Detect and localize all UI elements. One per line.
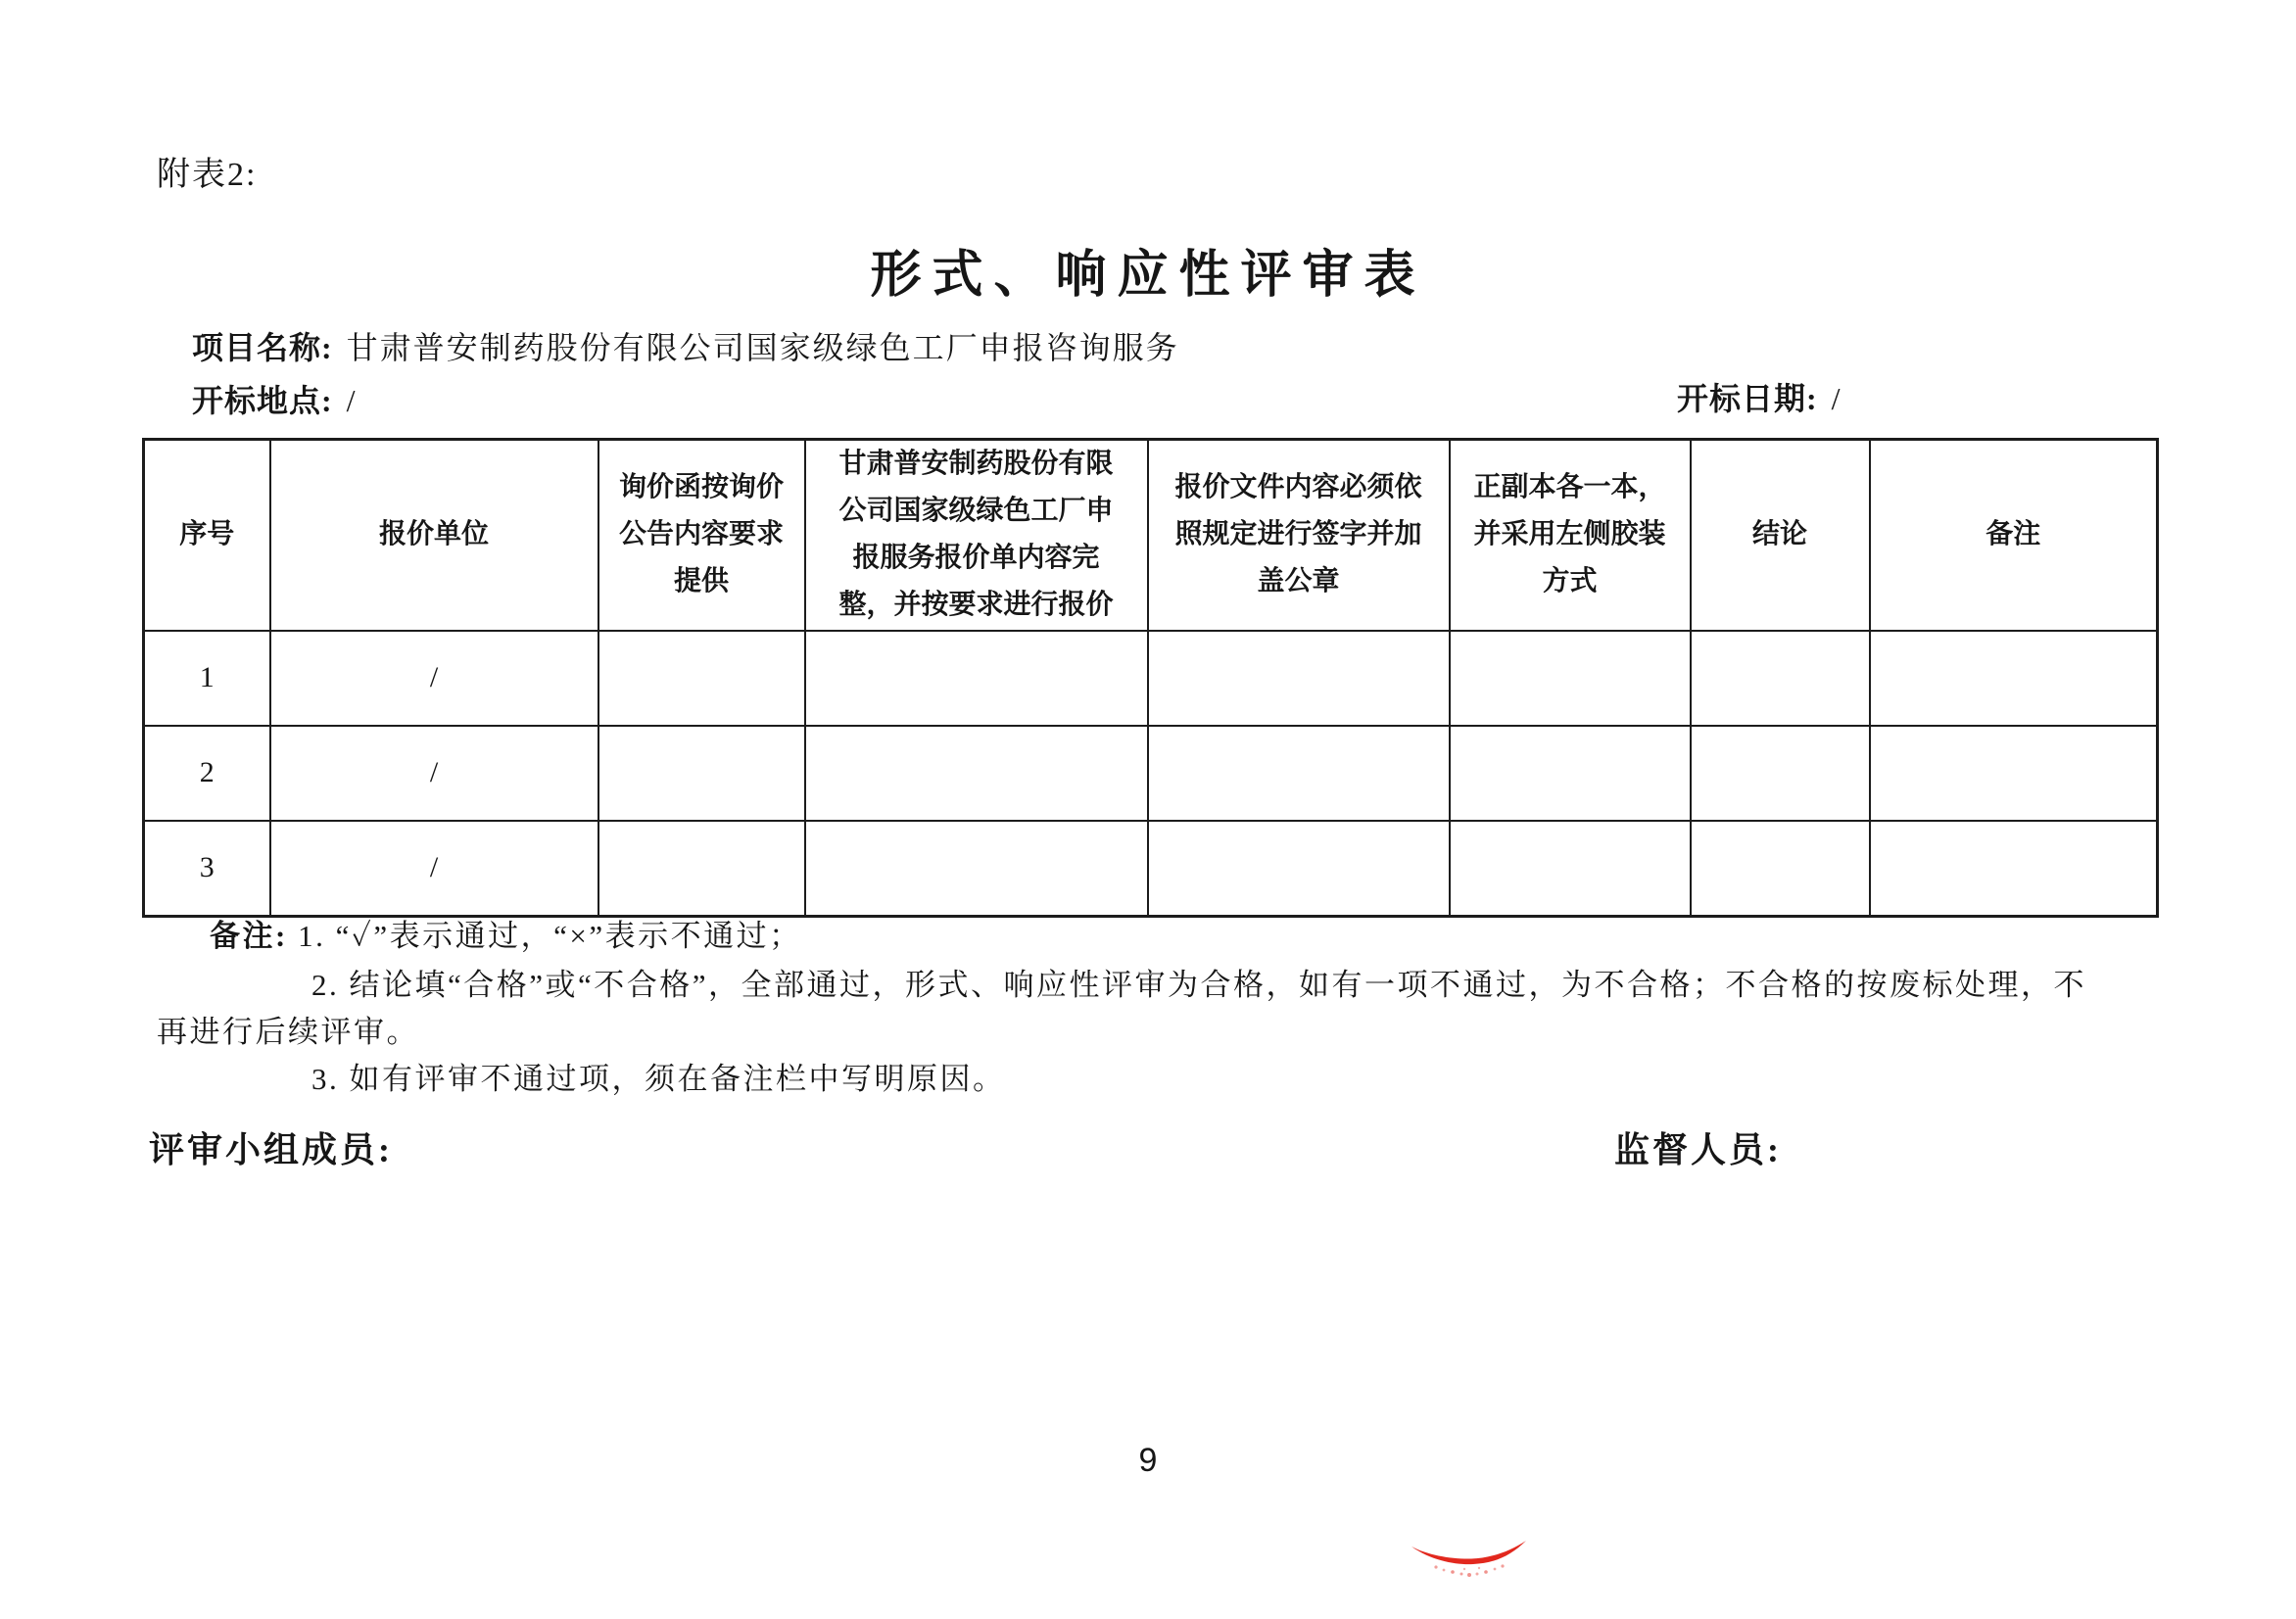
header-signature-seal: 报价文件内容必须依照规定进行签字并加盖公章 <box>1148 440 1450 631</box>
cell-empty <box>1870 726 2158 821</box>
project-name-label: 项目名称: <box>192 330 333 365</box>
header-quote-unit: 报价单位 <box>270 440 598 631</box>
cell-empty <box>1148 821 1450 917</box>
header-binding: 正副本各一本，并采用左侧胶装方式 <box>1450 440 1691 631</box>
project-name-value: 甘肃普安制药股份有限公司国家级绿色工厂申报咨询服务 <box>346 330 1179 365</box>
note-line-3: 3. 如有评审不通过项，须在备注栏中写明原因。 <box>311 1062 1006 1096</box>
notes-label: 备注: <box>210 919 288 953</box>
cell-empty <box>1870 821 2158 917</box>
cell-quote-unit: / <box>270 726 598 821</box>
bid-date-line <box>1677 374 1842 419</box>
cell-seq: 1 <box>144 631 270 726</box>
bid-location-value: / <box>346 383 358 418</box>
header-conclusion: 结论 <box>1691 440 1870 631</box>
review-team-label: 评审小组成员: <box>149 1130 393 1169</box>
cell-empty <box>805 726 1148 821</box>
table-header-row <box>144 440 2158 631</box>
cell-empty <box>1450 821 1691 917</box>
cell-empty <box>805 821 1148 917</box>
cell-empty <box>1450 631 1691 726</box>
page-number: 9 <box>1138 1442 1158 1479</box>
red-seal-fragment <box>1411 1538 1528 1581</box>
project-name-line <box>192 323 1179 368</box>
cell-empty <box>598 631 805 726</box>
cell-empty <box>1691 726 1870 821</box>
cell-empty <box>1450 726 1691 821</box>
header-inquiry-letter: 询价函按询价公告内容要求提供 <box>598 440 805 631</box>
note-line-1 <box>210 911 802 955</box>
note-line-2-wrap: 再进行后续评审。 <box>157 1015 419 1049</box>
attachment-label: 附表2: <box>157 157 258 193</box>
cell-empty <box>1148 726 1450 821</box>
cell-empty <box>1148 631 1450 726</box>
supervisor-label: 监督人员: <box>1614 1130 1782 1169</box>
table-row <box>144 631 2158 726</box>
cell-seq: 2 <box>144 726 270 821</box>
cell-empty <box>1691 631 1870 726</box>
bid-date-value: / <box>1831 381 1842 416</box>
note-line-2: 2. 结论填“合格”或“不合格”，全部通过，形式、响应性评审为合格，如有一项不通过，为不合格；不合格的按废标处理，不 <box>311 968 2087 1002</box>
header-remarks: 备注 <box>1870 440 2158 631</box>
note-item-1: 1. “✓”表示通过，“×”表示不通过； <box>298 919 802 953</box>
cell-empty <box>805 631 1148 726</box>
cell-quote-unit: / <box>270 631 598 726</box>
header-seq: 序号 <box>144 440 270 631</box>
page-title: 形式、响应性评审表 <box>870 248 1426 304</box>
header-quote-completeness: 甘肃普安制药股份有限公司国家级绿色工厂申报服务报价单内容完整，并按要求进行报价 <box>805 440 1148 631</box>
cell-seq: 3 <box>144 821 270 917</box>
cell-empty <box>598 726 805 821</box>
table-row <box>144 821 2158 917</box>
cell-empty <box>1691 821 1870 917</box>
table-row <box>144 726 2158 821</box>
bid-location-label: 开标地点: <box>192 383 333 418</box>
cell-empty <box>1870 631 2158 726</box>
cell-empty <box>598 821 805 917</box>
cell-quote-unit: / <box>270 821 598 917</box>
bid-date-label: 开标日期: <box>1677 381 1818 416</box>
review-table <box>142 438 2159 918</box>
bid-location-line <box>192 376 358 421</box>
